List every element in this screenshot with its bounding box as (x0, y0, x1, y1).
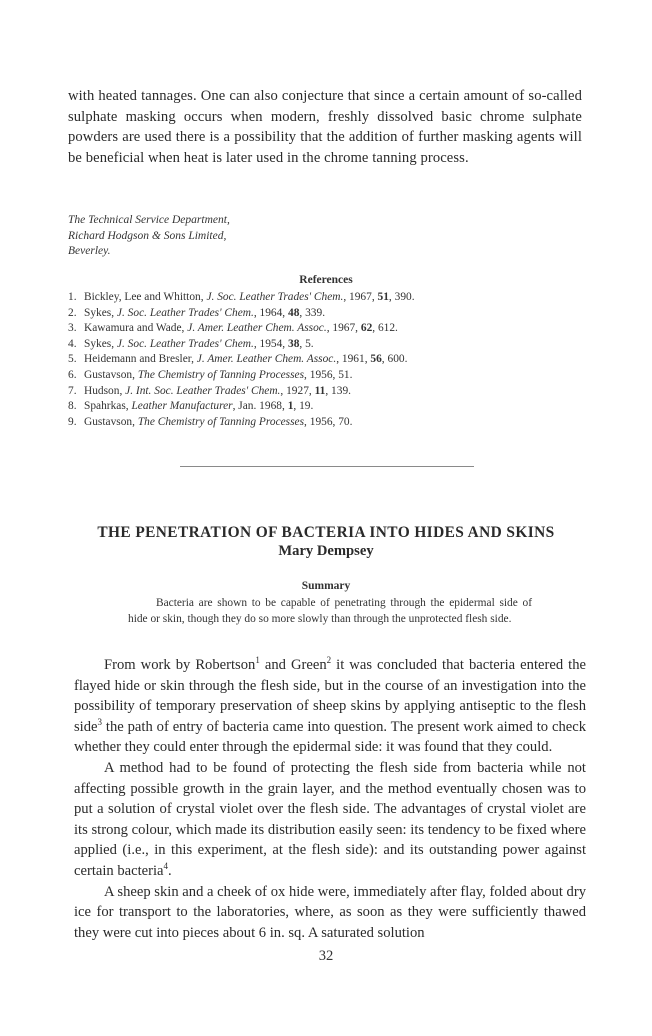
citation-superscript: 1 (255, 655, 260, 666)
body-paragraph: A sheep skin and a cheek of ox hide were, immediately after flay, folded about dry ice for transport to the laboratories, where, as soon as they were sufficiently thawed they were cut into pieces about 6 in. sq. A saturated solution (74, 883, 586, 941)
body-paragraph: From work by Robertson$^1$ and Green$^2$ it was concluded that bacteria entered the flayed hide or skin through the flesh side, but in the course of an investigation into the possibility of temporary preservation of sheep skins by applying antiseptic to the flesh side$^3$ the path of entry of bacteria came into question. The present work aimed to check whether they could enter through the epidermal side: it was found that they could. (74, 655, 586, 756)
reference-item: 4. Sykes, J. Soc. Leather Trades' Chem., 1954, 38, 5. (68, 337, 314, 350)
reference-item: 9. Gustavson, The Chemistry of Tanning Processes, 1956, 70. (68, 415, 353, 428)
intro-paragraph: with heated tannages. One can also conjecture that since a certain amount of so-called sulphate masking occurs when modern, freshly dissolved basic chrome sulphate powders are used there is a possibility that the addition of further masking agents will be beneficial when heat is later used in the chrome tanning process. (68, 88, 582, 166)
reference-item: 2. Sykes, J. Soc. Leather Trades' Chem., 1964, 48, 339. (68, 306, 326, 319)
citation-superscript: 2 (326, 655, 332, 666)
affiliation-line: The Technical Service Department, (68, 214, 230, 226)
page-number: 32 (318, 948, 334, 964)
reference-item: 3. Kawamura and Wade, J. Amer. Leather Chem. Assoc., 1967, 62, 612. (68, 322, 398, 335)
affiliation-line: Richard Hodgson & Sons Limited, (68, 229, 227, 242)
summary-heading: Summary (301, 580, 351, 592)
reference-item: 8. Spahrkas, Leather Manufacturer, Jan. 1968, 1, 19. (68, 400, 314, 413)
article-author: Mary Dempsey (278, 543, 374, 559)
citation-superscript: 4 (163, 861, 169, 872)
reference-item: 6. Gustavson, The Chemistry of Tanning Processes, 1956, 51. (68, 368, 353, 381)
article-title: THE PENETRATION OF BACTERIA INTO HIDES AND SKINS (97, 524, 555, 541)
summary-text: Bacteria are shown to be capable of penetrating through the epidermal side of hide or skin, though they do so more slowly than through the unprotected flesh side. (128, 597, 532, 625)
author-affiliation (68, 213, 230, 260)
reference-item: 1. Bickley, Lee and Whitton, J. Soc. Leather Trades' Chem., 1967, 51, 390. (68, 291, 415, 303)
references-heading: References (299, 274, 353, 286)
article-body (74, 655, 586, 943)
section-divider (180, 466, 474, 467)
affiliation-line: Beverley. (68, 245, 111, 257)
body-paragraph: A method had to be found of protecting the flesh side from bacteria while not affecting possible growth in the grain layer, and the method eventually chosen was to put a solution of crystal violet over the flesh side. The advantages of crystal violet are its strong colour, which made its distribution easily seen: its tendency to be fixed where applied (i.e., in this experiment, at the flesh side): and its outstanding power against certain bacteria$^4$. (74, 759, 586, 879)
reference-item: 5. Heidemann and Bresler, J. Amer. Leather Chem. Assoc., 1961, 56, 600. (68, 353, 408, 366)
citation-superscript: 3 (97, 716, 103, 727)
references-list (68, 290, 588, 430)
reference-item: 7. Hudson, J. Int. Soc. Leather Trades' Chem., 1927, 11, 139. (68, 384, 351, 397)
